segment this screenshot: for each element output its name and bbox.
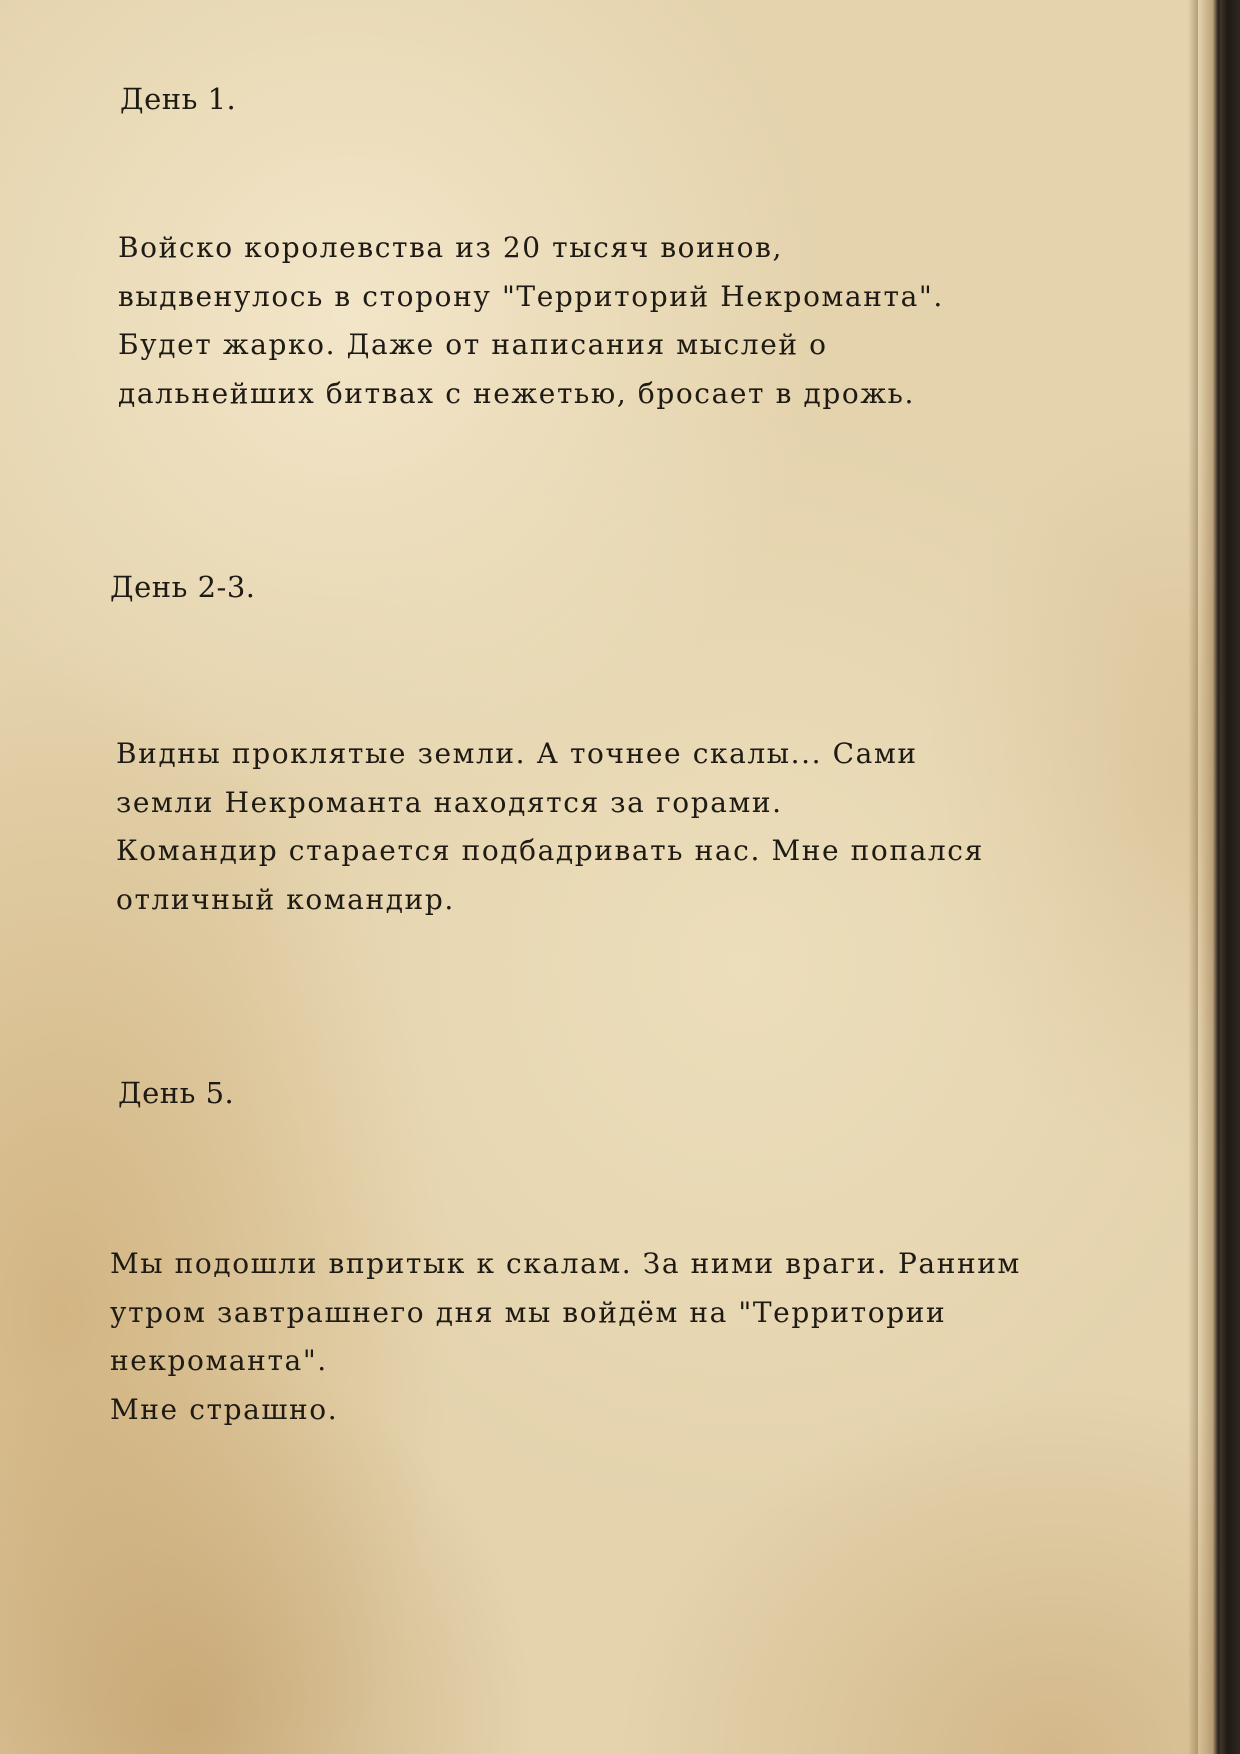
entry-heading-day-2-3: День 2-3. (110, 570, 256, 604)
entry-line: Войско королевства из 20 тысяч воинов, (118, 231, 783, 264)
entry-line: дальнейших битвах с нежетью, бросает в дрожь. (118, 376, 916, 410)
entry-body-day-2-3 (116, 730, 984, 924)
entry-line: некроманта". (110, 1344, 328, 1377)
entry-heading-day-1: День 1. (120, 82, 237, 116)
entry-heading-day-5: День 5. (118, 1076, 235, 1110)
entry-line: Командир старается подбадривать нас. Мне попался (116, 834, 984, 867)
entry-body-day-1 (118, 224, 944, 418)
entry-line: отличный командир. (116, 882, 455, 916)
entry-line: Мы подошли впритык к скалам. За ними враги. Ранним (110, 1247, 1021, 1280)
entry-body-day-5 (110, 1240, 1021, 1434)
entry-line: Видны проклятые земли. А точнее скалы... Сами (116, 737, 918, 770)
entry-line: земли Некроманта находятся за горами. (116, 785, 783, 819)
entry-line: Мне страшно. (110, 1392, 339, 1426)
entry-line: утром завтрашнего дня мы войдём на "Территории (110, 1295, 947, 1329)
book-spine (1198, 0, 1240, 1754)
entry-line: выдвенулось в сторону "Территорий Некроманта". (118, 279, 944, 313)
entry-line: Будет жарко. Даже от написания мыслей о (118, 328, 828, 361)
page-shadow (1188, 0, 1198, 1754)
